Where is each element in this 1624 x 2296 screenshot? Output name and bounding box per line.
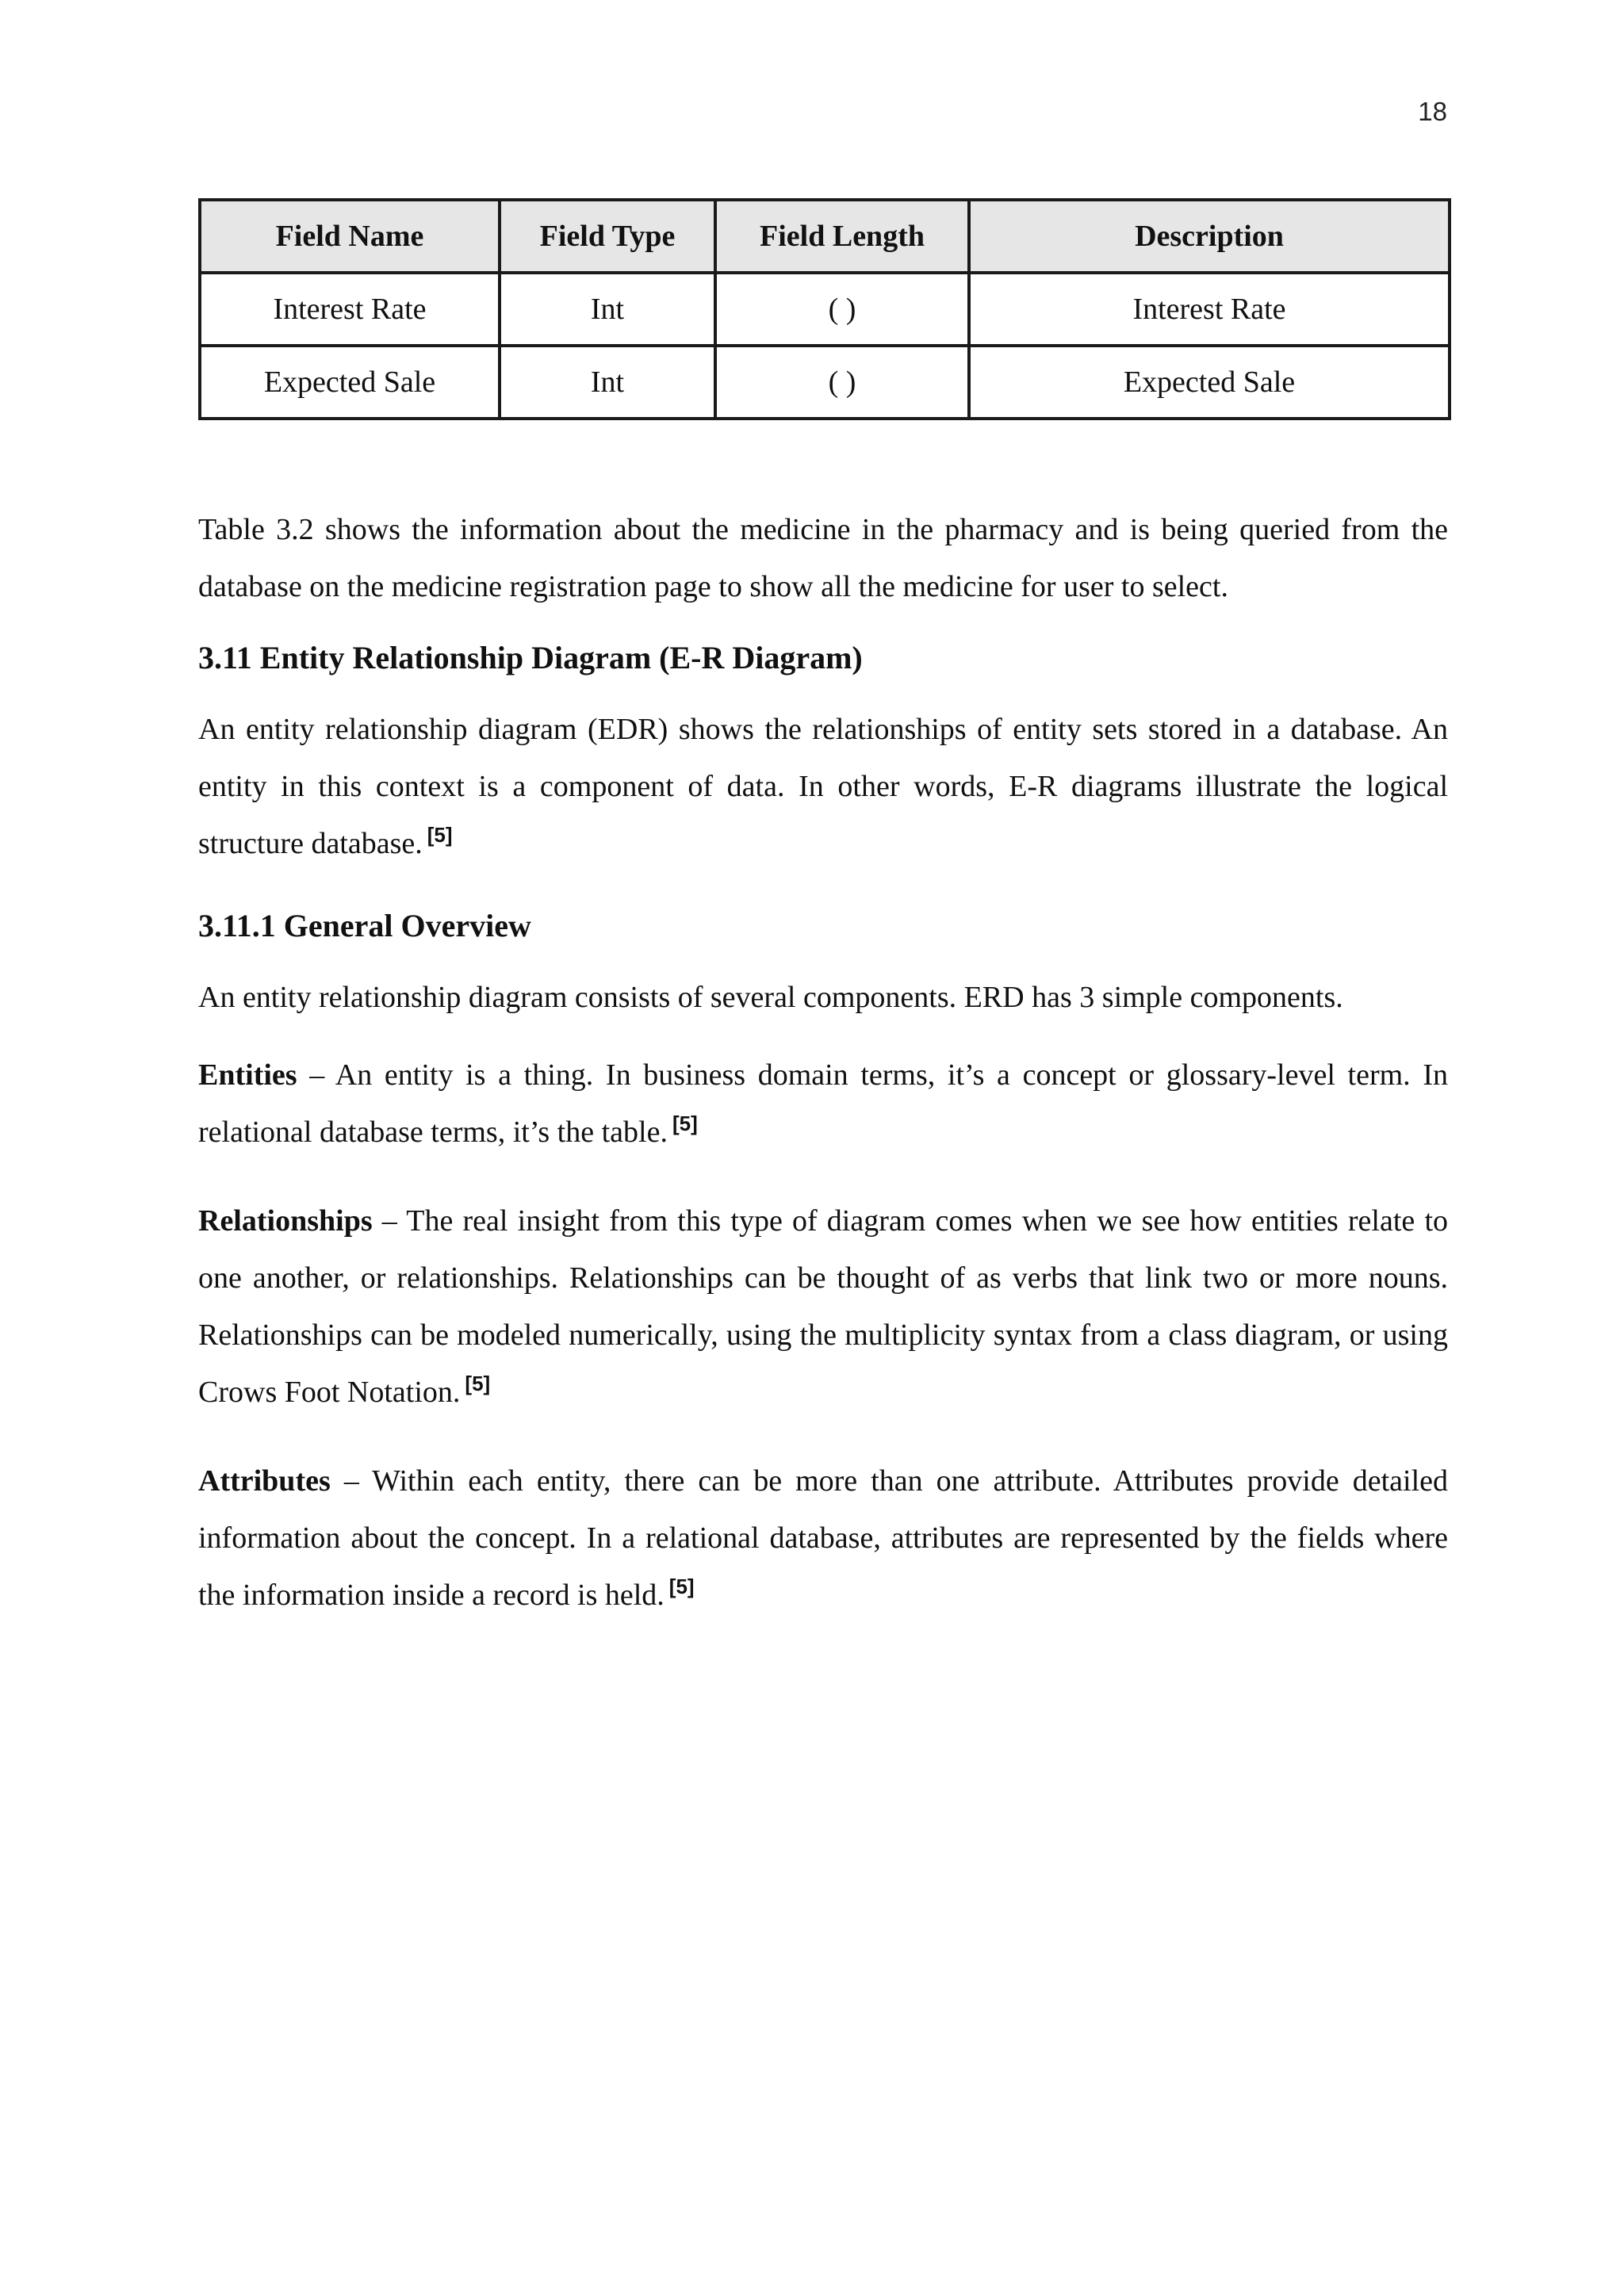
table-cell: ( )	[715, 273, 969, 346]
table-cell: Int	[500, 346, 715, 419]
table-cell: Expected Sale	[969, 346, 1450, 419]
section-heading-3-11: 3.11 Entity Relationship Diagram (E-R Diagram)	[198, 640, 863, 675]
relationships-paragraph	[198, 1192, 1448, 1421]
page-content	[198, 501, 1448, 1624]
table-row	[200, 346, 1450, 419]
citation-ref: [5]	[668, 1575, 695, 1598]
table-cell: Interest Rate	[969, 273, 1450, 346]
entities-paragraph	[198, 1047, 1448, 1161]
page-number: 18	[1418, 97, 1447, 126]
citation-ref: [5]	[427, 823, 453, 847]
relationships-term: Relationships	[198, 1204, 373, 1238]
header-field-name: Field Name	[200, 200, 500, 273]
attributes-term: Attributes	[198, 1464, 331, 1498]
header-field-type: Field Type	[500, 200, 715, 273]
header-description: Description	[969, 200, 1450, 273]
paragraph-text: An entity relationship diagram (EDR) shows the relationships of entity sets stored in a database. An entity in this context is a component of data. In other words, E-R diagrams illustrate the logical structure database.	[198, 713, 1448, 860]
table-cell: Interest Rate	[200, 273, 500, 346]
header-field-length: Field Length	[715, 200, 969, 273]
table-cell: ( )	[715, 346, 969, 419]
attributes-paragraph	[198, 1452, 1448, 1624]
section-heading-3-11-1: 3.11.1 General Overview	[198, 908, 531, 943]
citation-ref: [5]	[465, 1372, 491, 1395]
citation-ref: [5]	[672, 1112, 698, 1135]
table-header-row	[200, 200, 1450, 273]
intro-paragraph: Table 3.2 shows the information about the medicine in the pharmacy and is being queried from the database on the medicine registration page to show all the medicine for user to select.	[198, 513, 1448, 603]
entities-term: Entities	[198, 1058, 297, 1092]
section-3-11-paragraph	[198, 701, 1448, 872]
attributes-text: – Within each entity, there can be more than one attribute. Attributes provide detailed information about the concept. In a relational database, attributes are represented by the fields where the information inside a record is held.	[198, 1464, 1449, 1612]
field-table	[198, 198, 1451, 420]
relationships-text: – The real insight from this type of diagram comes when we see how entities relate to one another, or relationships. Relationships can be thought of as verbs that link two or more nouns. Relationships can be modeled numerically, using the multiplicity syntax from a class diagram, or using Crows Foot Notation.	[198, 1204, 1448, 1409]
table-cell: Expected Sale	[200, 346, 500, 419]
entities-text: – An entity is a thing. In business domain terms, it’s a concept or glossary-level term. In relational database terms, it’s the table.	[198, 1058, 1448, 1149]
table-cell: Int	[500, 273, 715, 346]
general-overview-paragraph: An entity relationship diagram consists of several components. ERD has 3 simple components.	[198, 981, 1343, 1014]
table-row	[200, 273, 1450, 346]
